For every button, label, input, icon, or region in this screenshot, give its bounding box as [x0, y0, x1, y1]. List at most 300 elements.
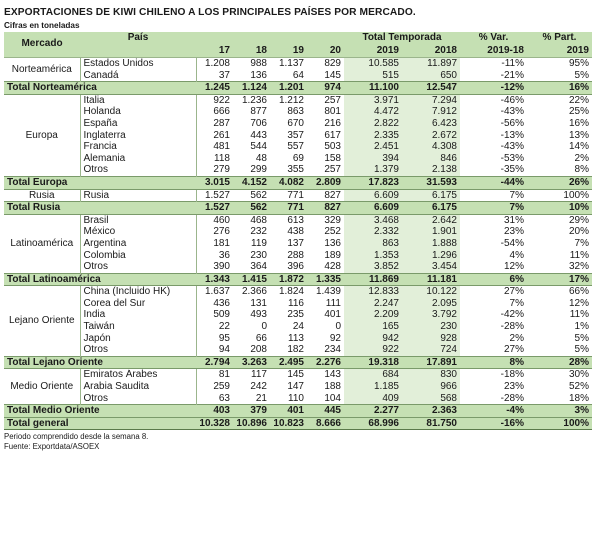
value-cell: 922 [196, 94, 233, 106]
table-row [4, 164, 592, 176]
header-col-2018: 2018 [402, 45, 460, 58]
value-cell: 94 [218, 344, 230, 356]
value-cell: 988 [233, 58, 270, 70]
footnote-source: Fuente: Exportdata/ASOEX [4, 442, 100, 452]
table-row [4, 238, 592, 250]
value-cell: 261 [213, 129, 230, 141]
value-cell: 232 [250, 226, 267, 238]
value-cell: 2.672 [402, 130, 460, 142]
value-cell: 684 [344, 369, 402, 381]
value-cell: 64 [292, 69, 304, 81]
value-cell: 863 [287, 106, 304, 118]
value-cell: 230 [250, 249, 267, 261]
value-cell: 3.792 [402, 309, 460, 321]
value-cell: 364 [250, 261, 267, 273]
total-row [4, 82, 592, 95]
total-row [4, 176, 592, 189]
value-cell: 409 [344, 393, 402, 405]
total-value-cell: 26% [527, 176, 592, 189]
country-label: México [80, 226, 196, 238]
value-cell: 670 [287, 117, 304, 129]
header-col-18: 18 [233, 45, 270, 58]
value-cell: 235 [287, 309, 304, 321]
total-value-cell: 17% [527, 273, 592, 286]
table-row [4, 70, 592, 82]
value-cell: 3.971 [344, 94, 402, 106]
value-cell: 357 [287, 129, 304, 141]
table-row [4, 261, 592, 273]
value-cell: 11.897 [402, 58, 460, 70]
value-cell: 613 [270, 214, 307, 226]
value-cell: 31% [460, 214, 527, 226]
value-cell: 863 [344, 238, 402, 250]
value-cell: 390 [213, 261, 230, 273]
value-cell: 299 [250, 164, 267, 176]
value-cell: 13% [568, 129, 589, 141]
value-cell: 6.609 [344, 189, 402, 202]
header-pais: País [80, 32, 196, 58]
value-cell: 1.527 [196, 189, 233, 202]
value-cell: 95 [218, 332, 230, 344]
total-value-cell: 2.277 [344, 405, 402, 418]
value-cell: -43% [500, 141, 524, 153]
value-cell: 557 [287, 141, 304, 153]
value-cell: 2.822 [344, 118, 402, 130]
total-value-cell: 28% [527, 356, 592, 369]
value-cell: 259 [213, 381, 230, 393]
value-cell: 5% [574, 69, 589, 81]
total-value-cell: 31.593 [402, 176, 460, 189]
grand-total-row [4, 417, 592, 430]
value-cell: 182 [287, 344, 304, 356]
total-label: Total Norteamérica [4, 82, 196, 95]
value-cell: 503 [324, 141, 341, 153]
country-label: Brasil [80, 214, 196, 226]
value-cell: 257 [324, 164, 341, 176]
value-cell: 801 [324, 106, 341, 118]
value-cell: 666 [213, 106, 230, 118]
value-cell: 7.912 [402, 106, 460, 118]
total-row [4, 202, 592, 215]
value-cell: 110 [288, 392, 304, 404]
value-cell: 2.335 [344, 130, 402, 142]
total-value-cell: 562 [233, 202, 270, 215]
value-cell: 2% [509, 332, 524, 344]
header-col-part: 2019 [527, 45, 592, 58]
value-cell: 827 [307, 189, 344, 202]
total-value-cell: 403 [196, 405, 233, 418]
table-row [4, 321, 592, 333]
value-cell: 189 [324, 249, 341, 261]
total-label: Total Lejano Oriente [4, 356, 196, 369]
region-label: Europa [4, 94, 80, 176]
value-cell: 287 [213, 117, 230, 129]
table-row [4, 189, 592, 202]
country-label: Colombia [80, 250, 196, 262]
total-label: Total Rusia [4, 202, 196, 215]
value-cell: 0 [261, 321, 267, 333]
value-cell: -43% [500, 106, 524, 118]
total-value-cell: 827 [307, 202, 344, 215]
table-row [4, 393, 592, 405]
value-cell: 147 [287, 381, 304, 393]
total-value-cell: 10% [527, 202, 592, 215]
grand-total-value-cell: 10.328 [196, 417, 233, 430]
total-value-cell: 2.276 [307, 356, 344, 369]
value-cell: 771 [270, 189, 307, 202]
value-cell: 113 [288, 332, 304, 344]
value-cell: 18% [568, 392, 589, 404]
table-row [4, 250, 592, 262]
total-label: Total Medio Oriente [4, 405, 196, 418]
total-value-cell: 3% [527, 405, 592, 418]
value-cell: 11% [569, 309, 589, 321]
value-cell: 706 [250, 117, 267, 129]
total-value-cell: 2.794 [196, 356, 233, 369]
total-value-cell: 11.181 [402, 273, 460, 286]
grand-total-label: Total general [4, 417, 196, 430]
total-row [4, 356, 592, 369]
value-cell: 25% [568, 106, 589, 118]
value-cell: 6.175 [402, 189, 460, 202]
value-cell: 650 [402, 70, 460, 82]
value-cell: 1.137 [270, 58, 307, 70]
grand-total-value-cell: 8.666 [307, 417, 344, 430]
table-row [4, 214, 592, 226]
total-value-cell: 1.415 [233, 273, 270, 286]
value-cell: 30% [527, 369, 592, 381]
value-cell: 208 [250, 344, 267, 356]
value-cell: -53% [500, 152, 524, 164]
value-cell: 436 [213, 297, 230, 309]
value-cell: 100% [527, 189, 592, 202]
header-total-temporada: Total Temporada [344, 32, 460, 45]
value-cell: -35% [500, 164, 524, 176]
value-cell: -11% [460, 58, 527, 70]
value-cell: 69 [292, 152, 304, 164]
region-label: Medio Oriente [4, 369, 80, 405]
value-cell: 10.122 [402, 286, 460, 298]
value-cell: 3.454 [402, 261, 460, 273]
country-label: Canadá [80, 70, 196, 82]
total-value-cell: 1.124 [233, 82, 270, 95]
header-col-var: 2019-18 [460, 45, 527, 58]
value-cell: 276 [213, 226, 230, 238]
value-cell: 2.332 [344, 226, 402, 238]
value-cell: 136 [324, 237, 341, 249]
value-cell: 493 [250, 309, 267, 321]
value-cell: 428 [324, 261, 341, 273]
value-cell: 7% [460, 189, 527, 202]
value-cell: 131 [250, 297, 267, 309]
footnote-period: Periodo comprendido desde la semana 8. [4, 432, 149, 442]
value-cell: 66 [255, 332, 267, 344]
grand-total-value-cell: 100% [527, 417, 592, 430]
country-label: Alemania [80, 153, 196, 165]
value-cell: 288 [287, 249, 304, 261]
total-row [4, 273, 592, 286]
total-value-cell: 1.527 [196, 202, 233, 215]
value-cell: 23% [503, 381, 524, 393]
value-cell: 32% [568, 261, 589, 273]
value-cell: 2.642 [402, 214, 460, 226]
value-cell: 1.185 [344, 381, 402, 393]
value-cell: 14% [568, 141, 589, 153]
value-cell: 1.212 [270, 94, 307, 106]
country-label: España [80, 118, 196, 130]
value-cell: 1% [574, 321, 589, 333]
total-label: Total Latinoamérica [4, 273, 196, 286]
exports-table [4, 32, 592, 430]
value-cell: 216 [324, 117, 341, 129]
value-cell: 562 [233, 189, 270, 202]
grand-total-value-cell: 10.896 [233, 417, 270, 430]
value-cell: 724 [402, 344, 460, 356]
value-cell: 846 [402, 153, 460, 165]
table-row [4, 118, 592, 130]
total-value-cell: 974 [307, 82, 344, 95]
value-cell: 355 [287, 164, 304, 176]
value-cell: 81 [196, 369, 233, 381]
value-cell: 401 [324, 309, 341, 321]
grand-total-value-cell: 81.750 [402, 417, 460, 430]
total-value-cell: 6.175 [402, 202, 460, 215]
total-value-cell: 4.082 [270, 176, 307, 189]
value-cell: 460 [196, 214, 233, 226]
table-row [4, 309, 592, 321]
value-cell: 1.824 [270, 286, 307, 298]
grand-total-value-cell: 10.823 [270, 417, 307, 430]
value-cell: 2.451 [344, 141, 402, 153]
value-cell: 230 [402, 321, 460, 333]
region-label: Latinoamérica [4, 214, 80, 273]
value-cell: -28% [500, 321, 524, 333]
value-cell: 544 [250, 141, 267, 153]
value-cell: 188 [324, 381, 341, 393]
header-col-2019: 2019 [344, 45, 402, 58]
grand-total-value-cell: 68.996 [344, 417, 402, 430]
report-subtitle: Cifras en toneladas [4, 21, 80, 30]
value-cell: 118 [214, 152, 230, 164]
value-cell: 36 [218, 249, 230, 261]
country-label: India [80, 309, 196, 321]
country-label: Italia [80, 94, 196, 106]
total-value-cell: 8% [460, 356, 527, 369]
table-row [4, 106, 592, 118]
value-cell: 66% [527, 286, 592, 298]
value-cell: 928 [402, 333, 460, 345]
value-cell: -42% [500, 309, 524, 321]
value-cell: 6.423 [402, 118, 460, 130]
value-cell: 27% [460, 286, 527, 298]
total-value-cell: 19.318 [344, 356, 402, 369]
value-cell: -13% [500, 129, 524, 141]
value-cell: 396 [287, 261, 304, 273]
value-cell: 63 [218, 392, 230, 404]
region-label: Lejano Oriente [4, 286, 80, 357]
table-row [4, 369, 592, 381]
total-value-cell: 2.363 [402, 405, 460, 418]
header-col-19: 19 [270, 45, 307, 58]
value-cell: 3.852 [344, 261, 402, 273]
value-cell: 165 [344, 321, 402, 333]
value-cell: -46% [460, 94, 527, 106]
value-cell: 509 [213, 309, 230, 321]
value-cell: 1.637 [196, 286, 233, 298]
value-cell: 257 [307, 94, 344, 106]
value-cell: 1.296 [402, 250, 460, 262]
value-cell: 21 [255, 392, 267, 404]
region-label: Rusia [4, 189, 80, 202]
total-value-cell: 1.335 [307, 273, 344, 286]
country-label: China (Incluido HK) [80, 286, 196, 298]
value-cell: 830 [402, 369, 460, 381]
value-cell: 252 [324, 226, 341, 238]
value-cell: 117 [233, 369, 270, 381]
value-cell: 0 [335, 321, 341, 333]
value-cell: 111 [325, 297, 341, 309]
table-row [4, 94, 592, 106]
value-cell: 942 [344, 333, 402, 345]
value-cell: 2.247 [344, 298, 402, 310]
value-cell: 116 [288, 297, 304, 309]
value-cell: 95% [527, 58, 592, 70]
value-cell: 23% [503, 226, 524, 238]
value-cell: 242 [250, 381, 267, 393]
value-cell: 12% [503, 261, 524, 273]
header-mercado: Mercado [4, 32, 80, 58]
value-cell: -21% [500, 69, 524, 81]
value-cell: 568 [402, 393, 460, 405]
value-cell: 27% [503, 344, 524, 356]
country-label: Arabia Saudita [80, 381, 196, 393]
value-cell: 7% [509, 297, 524, 309]
value-cell: 515 [344, 70, 402, 82]
total-value-cell: 4.152 [233, 176, 270, 189]
table-row [4, 381, 592, 393]
total-value-cell: -12% [460, 82, 527, 95]
country-label: Japón [80, 333, 196, 345]
value-cell: 37 [218, 69, 230, 81]
report-title: EXPORTACIONES DE KIWI CHILENO A LOS PRINCIPALES PAÍSES POR MERCADO. [4, 7, 416, 18]
country-label: Francia [80, 141, 196, 153]
value-cell: 7.294 [402, 94, 460, 106]
value-cell: 481 [213, 141, 230, 153]
header-row-1 [4, 32, 592, 45]
table-row [4, 141, 592, 153]
value-cell: 279 [213, 164, 230, 176]
value-cell: 11% [569, 249, 589, 261]
total-value-cell: 1.245 [196, 82, 233, 95]
country-label: Inglaterra [80, 130, 196, 142]
header-part: % Part. [527, 32, 592, 45]
value-cell: 1.236 [233, 94, 270, 106]
country-label: Otros [80, 261, 196, 273]
total-value-cell: -4% [460, 405, 527, 418]
value-cell: 143 [307, 369, 344, 381]
value-cell: 329 [307, 214, 344, 226]
total-value-cell: 11.869 [344, 273, 402, 286]
total-value-cell: 2.809 [307, 176, 344, 189]
value-cell: 24 [292, 321, 304, 333]
value-cell: 394 [344, 153, 402, 165]
table-row [4, 58, 592, 70]
value-cell: 158 [324, 152, 341, 164]
value-cell: 2.209 [344, 309, 402, 321]
value-cell: 2.366 [233, 286, 270, 298]
country-label: Otros [80, 393, 196, 405]
table-row [4, 153, 592, 165]
country-label: Otros [80, 344, 196, 356]
total-value-cell: 11.100 [344, 82, 402, 95]
value-cell: 104 [324, 392, 341, 404]
value-cell: 12.833 [344, 286, 402, 298]
value-cell: 145 [324, 69, 341, 81]
value-cell: -18% [460, 369, 527, 381]
total-value-cell: -44% [460, 176, 527, 189]
value-cell: 5% [574, 344, 589, 356]
value-cell: -56% [500, 117, 524, 129]
total-value-cell: 7% [460, 202, 527, 215]
table-row [4, 286, 592, 298]
table-row [4, 333, 592, 345]
value-cell: 48 [255, 152, 267, 164]
table-row [4, 344, 592, 356]
header-col-20: 20 [307, 45, 344, 58]
value-cell: 1.439 [307, 286, 344, 298]
total-value-cell: 17.823 [344, 176, 402, 189]
value-cell: 10.585 [344, 58, 402, 70]
value-cell: 1.888 [402, 238, 460, 250]
country-label: Estados Unidos [80, 58, 196, 70]
total-value-cell: 1.201 [270, 82, 307, 95]
region-label: Norteamérica [4, 58, 80, 82]
value-cell: 2% [574, 152, 589, 164]
value-cell: 922 [344, 344, 402, 356]
total-value-cell: 379 [233, 405, 270, 418]
value-cell: 829 [307, 58, 344, 70]
value-cell: -54% [500, 237, 524, 249]
value-cell: 12% [568, 297, 589, 309]
value-cell: 2.095 [402, 298, 460, 310]
value-cell: 3.468 [344, 214, 402, 226]
value-cell: 8% [574, 164, 589, 176]
total-value-cell: 3.263 [233, 356, 270, 369]
value-cell: 4.472 [344, 106, 402, 118]
total-value-cell: 445 [307, 405, 344, 418]
value-cell: -28% [500, 392, 524, 404]
country-label: Rusia [80, 189, 196, 202]
value-cell: 4.308 [402, 141, 460, 153]
table-row [4, 130, 592, 142]
table-row [4, 298, 592, 310]
value-cell: 16% [568, 117, 589, 129]
value-cell: 877 [250, 106, 267, 118]
total-value-cell: 17.891 [402, 356, 460, 369]
value-cell: 181 [213, 237, 230, 249]
country-label: Argentina [80, 238, 196, 250]
total-value-cell: 2.495 [270, 356, 307, 369]
value-cell: 443 [250, 129, 267, 141]
value-cell: 145 [270, 369, 307, 381]
value-cell: 92 [329, 332, 341, 344]
value-cell: 7% [574, 237, 589, 249]
value-cell: 468 [233, 214, 270, 226]
footnotes [4, 432, 596, 452]
value-cell: 5% [574, 332, 589, 344]
header-col-17: 17 [196, 45, 233, 58]
value-cell: 4% [509, 249, 524, 261]
